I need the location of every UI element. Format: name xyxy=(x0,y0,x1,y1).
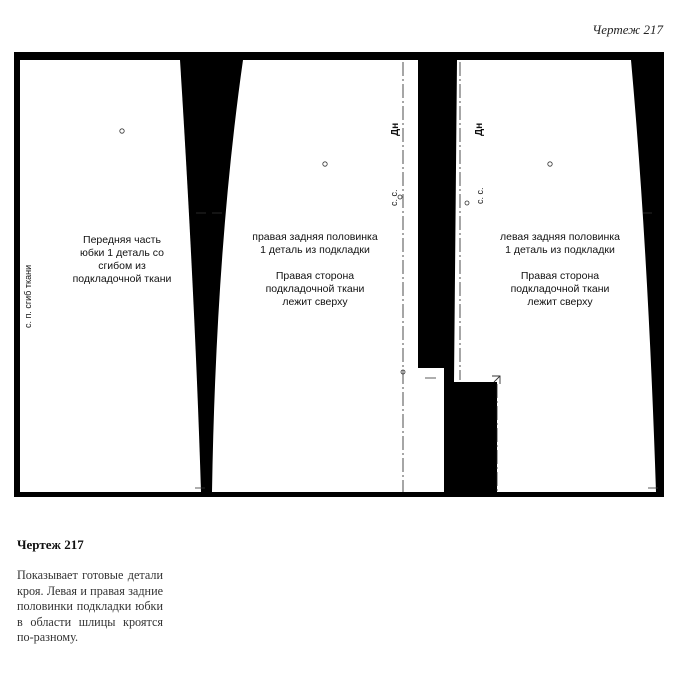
right-text-line-6: лежит сверху xyxy=(282,296,348,308)
left-seam-label: с. с. xyxy=(475,187,485,204)
right-text-line-4: Правая сторона xyxy=(275,270,355,282)
caption-title: Чертеж 217 xyxy=(17,537,84,552)
right-grain-label: Дн xyxy=(390,122,401,136)
front-text-line-1: Передняя часть xyxy=(83,234,161,246)
left-text-line-5: подкладочной ткани xyxy=(510,283,610,295)
left-text-line-1: левая задняя половинка xyxy=(499,231,621,243)
left-grain-label: Дн xyxy=(474,122,485,136)
figure-label: Чертеж 217 xyxy=(592,22,663,37)
left-text-line-3 xyxy=(485,257,635,270)
front-text-line-4: подкладочной ткани xyxy=(72,273,172,285)
right-back-label xyxy=(240,231,390,309)
right-text-line-3 xyxy=(240,257,390,270)
right-text-line-5: подкладочной ткани xyxy=(265,283,365,295)
right-seam-label: с. с. xyxy=(389,189,399,206)
left-back-label xyxy=(485,231,635,309)
right-text-line-2: 1 деталь из подкладки xyxy=(260,244,370,256)
left-text-line-2: 1 деталь из подкладки xyxy=(505,244,615,256)
left-text-line-4: Правая сторона xyxy=(520,270,600,282)
front-fold-label: с. п. сгиб ткани xyxy=(23,264,33,328)
caption-body: Показывает готовые детали кроя. Левая и правая задние половинки подкладки юбки в области шлицы кроятся по-разному. xyxy=(17,568,163,645)
front-text-line-3: сгибом из xyxy=(98,260,146,272)
right-text-line-1: правая задняя половинка xyxy=(252,231,378,243)
front-text-line-2: юбки 1 деталь со xyxy=(80,247,164,259)
front-piece-label xyxy=(62,234,182,286)
left-text-line-6: лежит сверху xyxy=(527,296,593,308)
